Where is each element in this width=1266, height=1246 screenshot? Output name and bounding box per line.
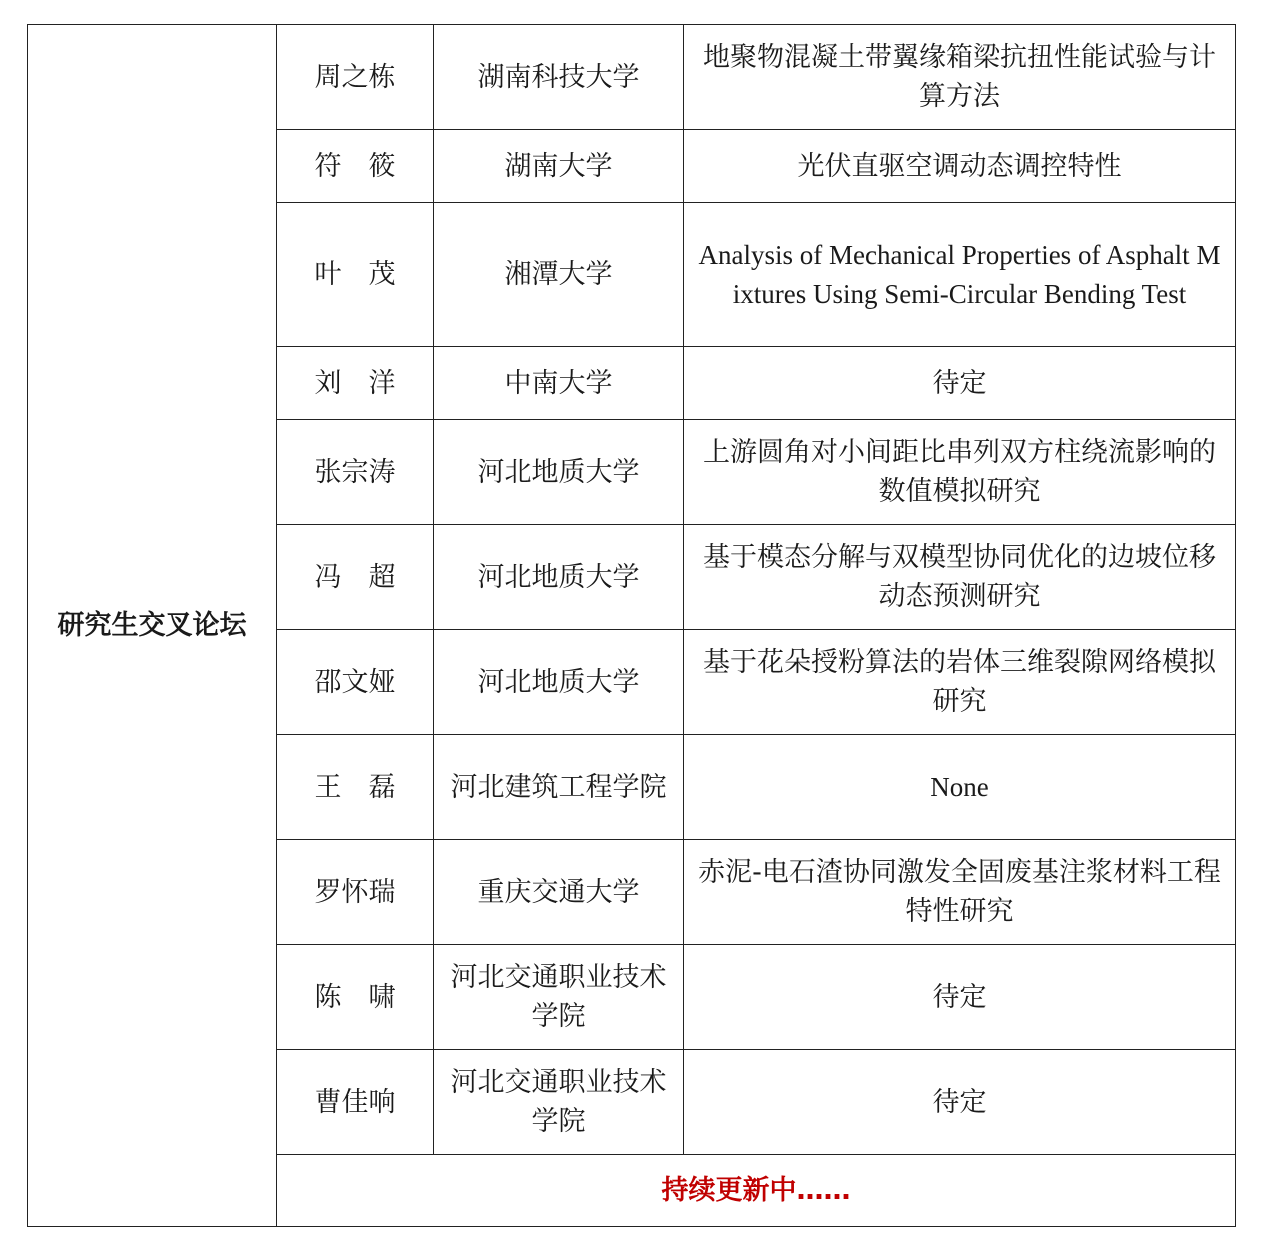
speaker-school: 湖南大学 <box>434 130 684 203</box>
speaker-school: 中南大学 <box>434 347 684 420</box>
speaker-school: 河北建筑工程学院 <box>434 735 684 840</box>
speaker-name: 邵文娅 <box>277 630 434 735</box>
speaker-name: 刘 洋 <box>277 347 434 420</box>
speaker-school: 重庆交通大学 <box>434 840 684 945</box>
talk-title: 地聚物混凝土带翼缘箱梁抗扭性能试验与计算方法 <box>684 25 1236 130</box>
talk-title: 光伏直驱空调动态调控特性 <box>684 130 1236 203</box>
talk-title: 基于花朵授粉算法的岩体三维裂隙网络模拟研究 <box>684 630 1236 735</box>
speaker-name: 陈 啸 <box>277 945 434 1050</box>
update-notice: 持续更新中…… <box>277 1155 1236 1227</box>
speaker-name: 王 磊 <box>277 735 434 840</box>
table-row <box>28 25 1236 130</box>
speaker-school: 河北地质大学 <box>434 420 684 525</box>
speaker-name: 周之栋 <box>277 25 434 130</box>
session-name: 研究生交叉论坛 <box>28 25 277 1227</box>
talk-title: 赤泥-电石渣协同激发全固废基注浆材料工程特性研究 <box>684 840 1236 945</box>
speaker-name: 罗怀瑞 <box>277 840 434 945</box>
speaker-school: 河北地质大学 <box>434 630 684 735</box>
talk-title: 待定 <box>684 347 1236 420</box>
talk-title: None <box>684 735 1236 840</box>
talk-title: 待定 <box>684 1050 1236 1155</box>
talk-title: 待定 <box>684 945 1236 1050</box>
speaker-school: 湘潭大学 <box>434 203 684 347</box>
speaker-name: 张宗涛 <box>277 420 434 525</box>
forum-schedule-table <box>27 24 1236 1227</box>
speaker-name: 符 筱 <box>277 130 434 203</box>
speaker-name: 冯 超 <box>277 525 434 630</box>
speaker-name: 叶 茂 <box>277 203 434 347</box>
speaker-school: 湖南科技大学 <box>434 25 684 130</box>
speaker-school: 河北交通职业技术学院 <box>434 1050 684 1155</box>
talk-title: 上游圆角对小间距比串列双方柱绕流影响的数值模拟研究 <box>684 420 1236 525</box>
talk-title: Analysis of Mechanical Properties of Asphalt Mixtures Using Semi-Circular Bending Test <box>684 203 1236 347</box>
speaker-school: 河北地质大学 <box>434 525 684 630</box>
speaker-name: 曹佳响 <box>277 1050 434 1155</box>
talk-title: 基于模态分解与双模型协同优化的边坡位移动态预测研究 <box>684 525 1236 630</box>
speaker-school: 河北交通职业技术学院 <box>434 945 684 1050</box>
